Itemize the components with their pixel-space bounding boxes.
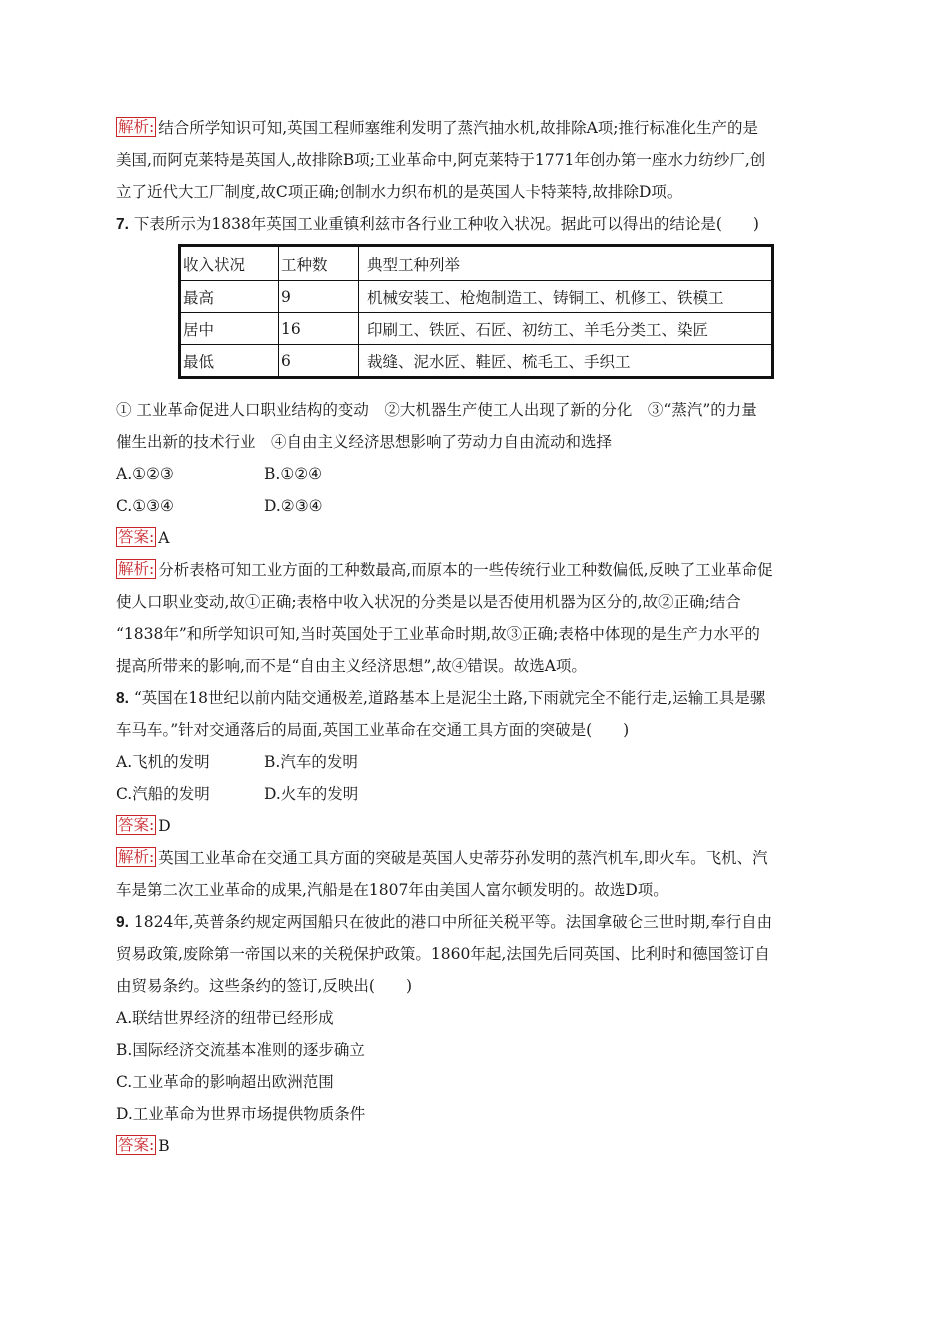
option-c: C.汽船的发明 — [116, 785, 210, 803]
q8-options-row — [116, 778, 836, 810]
table-header-cell: 典型工种列举 — [359, 246, 773, 281]
table-header-cell: 工种数 — [279, 246, 359, 281]
q6-analysis-line — [116, 112, 836, 144]
q7-analysis-line — [116, 586, 836, 618]
option-c: C.①③④ — [116, 497, 174, 515]
q7-statements-line — [116, 426, 836, 458]
q8-analysis-line — [116, 842, 836, 874]
question-number: 7. — [116, 216, 129, 233]
table-header-cell: 收入状况 — [180, 246, 279, 281]
option-b: B.汽车的发明 — [264, 753, 358, 771]
table-cell: 9 — [279, 281, 359, 313]
table-cell: 最低 — [180, 345, 279, 378]
q9-stem-text: 贸易政策,废除第一帝国以来的关税保护政策。1860年起,法国先后同英国、比利时和德国签订自 — [116, 945, 770, 963]
q7-analysis-text: 提高所带来的影响,而不是“自由主义经济思想”,故④错误。故选A项。 — [116, 657, 587, 675]
table-header-row — [180, 246, 773, 281]
q7-options-row — [116, 458, 836, 490]
q7-stem — [116, 208, 836, 240]
q8-stem — [116, 714, 836, 746]
option-a: A.飞机的发明 — [116, 753, 210, 771]
table-row — [180, 313, 773, 345]
q7-analysis-text: 分析表格可知工业方面的工种数最高,而原本的一些传统行业工种数偏低,反映了工业革命促 — [158, 561, 773, 579]
q9-answer — [116, 1130, 836, 1162]
q8-options-row — [116, 746, 836, 778]
answer-tag: 答案: — [118, 816, 155, 834]
q8-stem — [116, 682, 836, 714]
option-d: D.②③④ — [264, 497, 323, 515]
q7-statement-text: ① 工业革命促进人口职业结构的变动 ②大机器生产使工人出现了新的分化 ③“蒸汽”的力量 — [116, 401, 757, 419]
q6-analysis-text: 结合所学知识可知,英国工程师塞维利发明了蒸汽抽水机,故排除A项;推行标准化生产的是 — [158, 119, 759, 137]
q7-analysis-line — [116, 650, 836, 682]
q8-stem-text: “英国在18世纪以前内陆交通极差,道路基本上是泥尘土路,下雨就完全不能行走,运输工具是骡 — [128, 689, 766, 707]
income-table — [178, 244, 774, 379]
q7-options-row — [116, 490, 836, 522]
question-number: 8. — [116, 690, 129, 707]
option-a: A.联结世界经济的纽带已经形成 — [116, 1009, 334, 1027]
answer-value: B — [158, 1137, 170, 1155]
analysis-tag: 解析: — [118, 848, 155, 866]
option-a: A.①②③ — [116, 465, 174, 483]
table-cell: 印刷工、铁匠、石匠、初纺工、羊毛分类工、染匠 — [359, 313, 773, 345]
q9-stem-text: 由贸易条约。这些条约的签订,反映出( ) — [116, 977, 413, 995]
table-cell: 6 — [279, 345, 359, 378]
q8-analysis-text: 英国工业革命在交通工具方面的突破是英国人史蒂芬孙发明的蒸汽机车,即火车。飞机、汽 — [158, 849, 768, 867]
q6-analysis-line — [116, 176, 836, 208]
q7-statement-text: 催生出新的技术行业 ④自由主义经济思想影响了劳动力自由流动和选择 — [116, 433, 613, 451]
table-cell: 居中 — [180, 313, 279, 345]
q9-stem — [116, 938, 836, 970]
answer-value: A — [158, 529, 170, 547]
table-cell: 最高 — [180, 281, 279, 313]
q7-analysis-line — [116, 618, 836, 650]
q7-analysis-text: 使人口职业变动,故①正确;表格中收入状况的分类是以是否使用机器为区分的,故②正确;结合 — [116, 593, 741, 611]
table-row — [180, 345, 773, 378]
q7-statements-line — [116, 394, 836, 426]
q9-stem-text: 1824年,英普条约规定两国船只在彼此的港口中所征关税平等。法国拿破仑三世时期,奉行自由 — [128, 913, 773, 931]
answer-value: D — [158, 817, 171, 835]
option-d: D.工业革命为世界市场提供物质条件 — [116, 1105, 366, 1123]
analysis-tag: 解析: — [118, 118, 155, 136]
option-b: B.①②④ — [264, 465, 323, 483]
q6-analysis-text: 美国,而阿克莱特是英国人,故排除B项;工业革命中,阿克莱特于1771年创办第一座水力纺纱厂,创 — [116, 151, 766, 169]
question-number: 9. — [116, 914, 129, 931]
q8-analysis-text: 车是第二次工业革命的成果,汽船是在1807年由美国人富尔顿发明的。故选D项。 — [116, 881, 669, 899]
q6-analysis-text: 立了近代大工厂制度,故C项正确;创制水力织布机的是英国人卡特莱特,故排除D项。 — [116, 183, 683, 201]
q7-analysis-line — [116, 554, 836, 586]
table-cell: 裁缝、泥水匠、鞋匠、梳毛工、手织工 — [359, 345, 773, 378]
answer-tag: 答案: — [118, 528, 155, 546]
q8-analysis-line — [116, 874, 836, 906]
q9-stem — [116, 906, 836, 938]
table-row — [180, 281, 773, 313]
q8-stem-text: 车马车。”针对交通落后的局面,英国工业革命在交通工具方面的突破是( ) — [116, 721, 630, 739]
q7-stem-text: 下表所示为1838年英国工业重镇利兹市各行业工种收入状况。据此可以得出的结论是( ) — [128, 215, 759, 233]
q7-analysis-text: “1838年”和所学知识可知,当时英国处于工业革命时期,故③正确;表格中体现的是生产力水平的 — [116, 625, 760, 643]
analysis-tag: 解析: — [118, 560, 155, 578]
answer-tag: 答案: — [118, 1136, 155, 1154]
q9-stem — [116, 970, 836, 1002]
option-c: C.工业革命的影响超出欧洲范围 — [116, 1073, 334, 1091]
q7-answer — [116, 522, 836, 554]
q6-analysis-line — [116, 144, 836, 176]
q8-answer — [116, 810, 836, 842]
table-cell: 机械安装工、枪炮制造工、铸铜工、机修工、铁模工 — [359, 281, 773, 313]
option-d: D.火车的发明 — [264, 785, 359, 803]
table-cell: 16 — [279, 313, 359, 345]
option-b: B.国际经济交流基本准则的逐步确立 — [116, 1041, 365, 1059]
